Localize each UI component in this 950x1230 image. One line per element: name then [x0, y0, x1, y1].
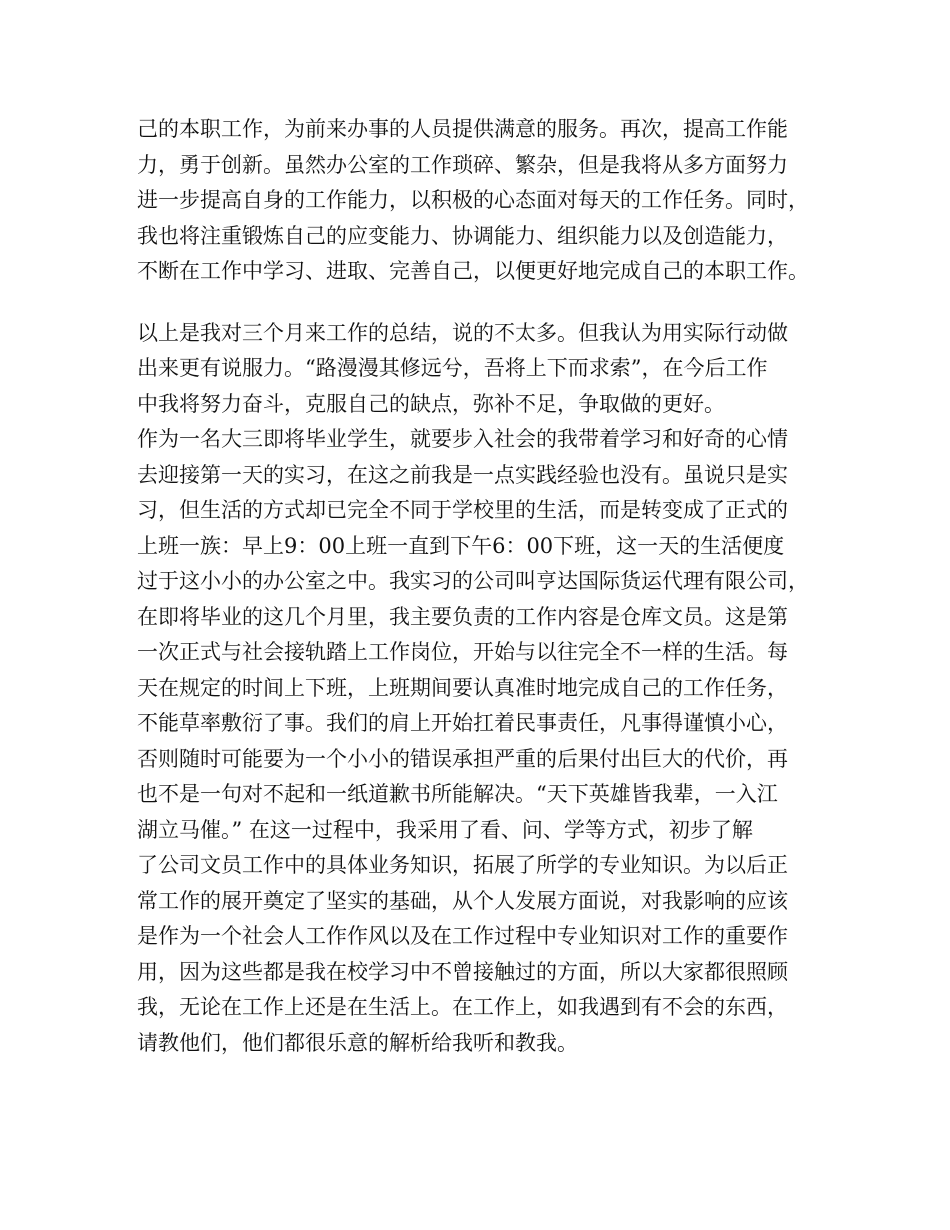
text-line: 是作为一个社会人工作作风以及在工作过程中专业知识对工作的重要作 — [137, 924, 788, 948]
text-line: 力，勇于创新。虽然办公室的工作琐碎、繁杂，但是我将从多方面努力 — [137, 152, 788, 177]
text-line: 天在规定的时间上下班，上班期间要认真准时地完成自己的工作任务， — [137, 675, 788, 700]
text-line: 了公司文员工作中的具体业务知识，拓展了所学的专业知识。为以后正 — [137, 853, 788, 877]
text-line: 请教他们，他们都很乐意的解析给我听和教我。 — [137, 1030, 578, 1055]
text-line: 常工作的展开奠定了坚实的基础，从个人发展方面说，对我影响的应该 — [137, 888, 788, 913]
paragraph-1 — [137, 112, 837, 290]
text-line: 中我将努力奋斗，克服自己的缺点，弥补不足，争取做的更好。 — [137, 391, 725, 416]
text-line: 在即将毕业的这几个月里，我主要负责的工作内容是仓库文员。这是第 — [137, 604, 788, 629]
text-line: 以上是我对三个月来工作的总结，说的不太多。但我认为用实际行动做 — [137, 320, 788, 345]
text-line: 己的本职工作，为前来办事的人员提供满意的服务。再次，提高工作能 — [137, 117, 788, 141]
text-line: 我，无论在工作上还是在生活上。在工作上，如我遇到有不会的东西， — [137, 995, 788, 1019]
text-line: 也不是一句对不起和一纸道歉书所能解决。“天下英雄皆我辈，一入江 — [137, 782, 778, 806]
paragraph-3 — [137, 422, 837, 1061]
text-line: 我也将注重锻炼自己的应变能力、协调能力、组织能力以及创造能力， — [137, 223, 788, 248]
text-line: 习，但生活的方式却已完全不同于学校里的生活，而是转变成了正式的 — [137, 498, 788, 522]
text-line: 否则随时可能要为一个小小的错误承担严重的后果付出巨大的代价，再 — [137, 746, 788, 771]
text-line: 不断在工作中学习、进取、完善自己，以便更好地完成自己的本职工作。 — [137, 259, 809, 283]
text-line: 作为一名大三即将毕业学生，就要步入社会的我带着学习和好奇的心情 — [137, 427, 788, 451]
paragraph-gap — [137, 290, 837, 316]
text-line: 进一步提高自身的工作能力，以积极的心态面对每天的工作任务。同时， — [137, 188, 809, 212]
text-line: 出来更有说服力。“路漫漫其修远兮，吾将上下而求索”，在今后工作 — [137, 356, 768, 380]
text-line: 去迎接第一天的实习，在这之前我是一点实践经验也没有。虽说只是实 — [137, 462, 788, 487]
text-line: 湖立马催。” 在这一过程中，我采用了看、问、学等方式，初步了解 — [137, 817, 753, 842]
document-body — [137, 112, 837, 1061]
paragraph-2 — [137, 316, 837, 423]
text-line: 一次正式与社会接轨踏上工作岗位，开始与以往完全不一样的生活。每 — [137, 640, 788, 664]
text-line: 用，因为这些都是我在校学习中不曾接触过的方面，所以大家都很照顾 — [137, 959, 788, 984]
text-line: 上班一族：早上9：00上班一直到下午6：00下班，这一天的生活便度 — [137, 533, 785, 558]
text-line: 不能草率敷衍了事。我们的肩上开始扛着民事责任，凡事得谨慎小心， — [137, 711, 788, 735]
text-line: 过于这小小的办公室之中。我实习的公司叫亨达国际货运代理有限公司， — [137, 569, 809, 593]
